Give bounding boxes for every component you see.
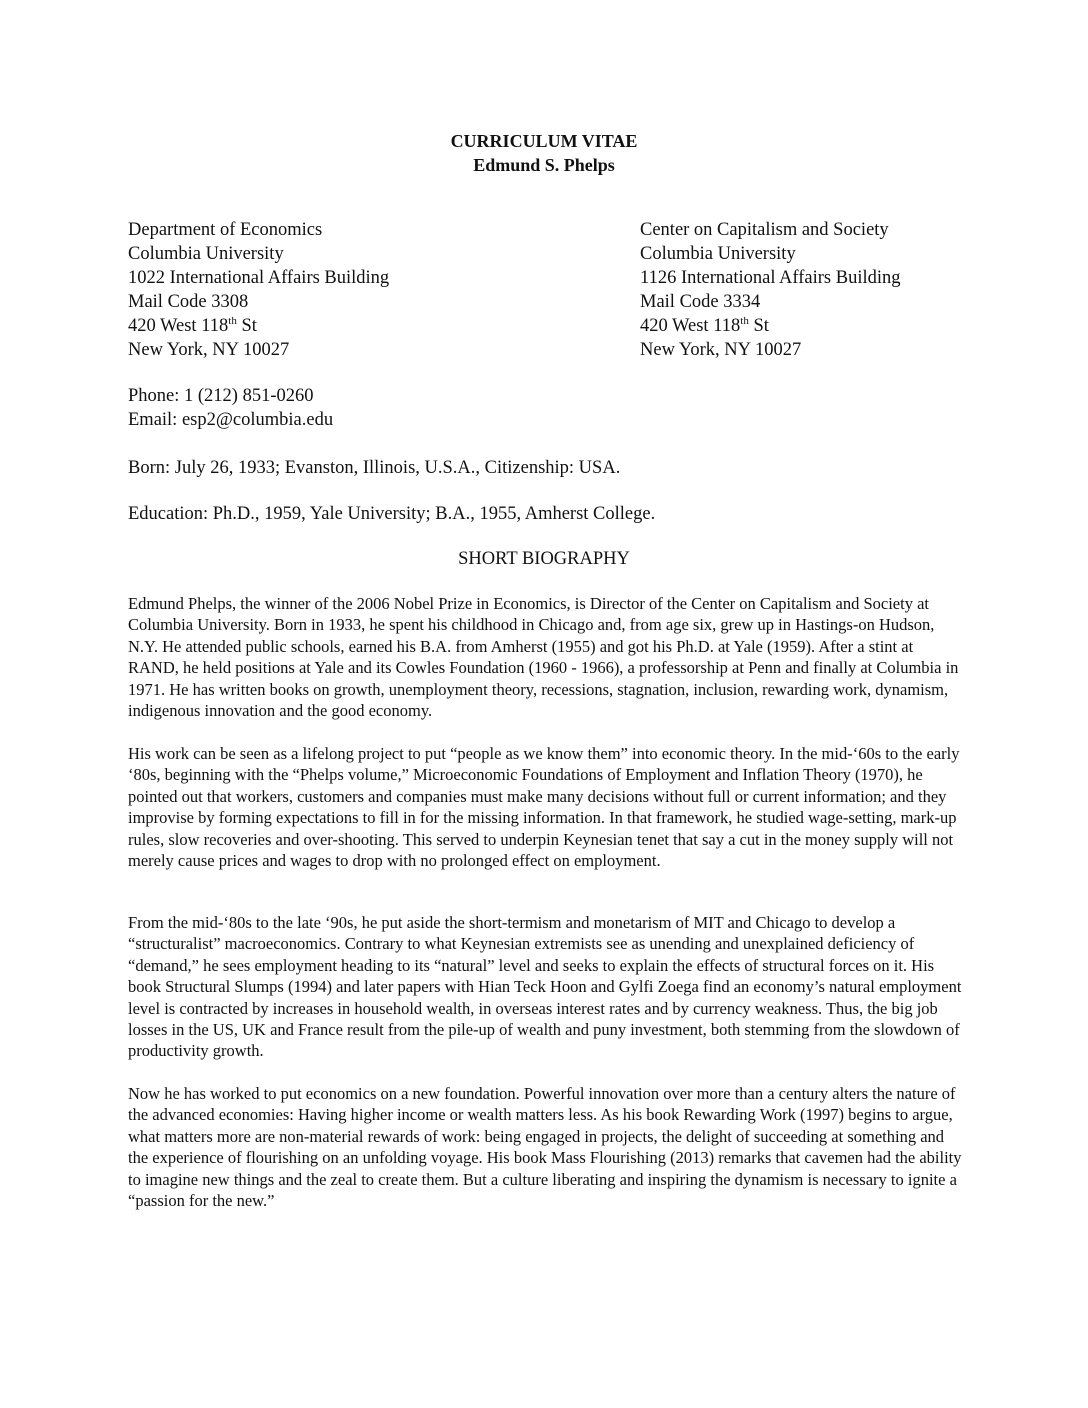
address-street	[640, 314, 901, 338]
street-number: 420 West 118	[128, 316, 229, 336]
biography-paragraph: Now he has worked to put economics on a new foundation. Powerful innovation over more than a century alters the nature of the advanced economies: Having higher income or wealth matters less. As his book Rewarding Work (1997) begins to argue, what matters more are non-material rewards of work: being engaged in projects, the delight of succeeding at something and the experience of flourishing on an unfolding voyage. His book Mass Flourishing (2013) remarks that cavemen had the ability to imagine new things and the zeal to create them. But a culture liberating and inspiring the dynamism is necessary to ignite a “passion for the new.”	[128, 1084, 962, 1211]
biography-heading: SHORT BIOGRAPHY	[458, 549, 630, 569]
address-mail-code: Mail Code 3308	[128, 292, 249, 312]
address-street	[128, 314, 389, 338]
address-mail-code: Mail Code 3334	[640, 292, 761, 312]
street-number: 420 West 118	[640, 316, 741, 336]
address-city: New York, NY 10027	[128, 340, 290, 360]
document-title: CURRICULUM VITAE	[450, 131, 638, 151]
address-building: 1022 International Affairs Building	[128, 268, 390, 288]
street-suffix: St	[748, 316, 769, 336]
address-block-economics	[128, 218, 389, 362]
address-department: Department of Economics	[128, 220, 323, 240]
biography-paragraph: Edmund Phelps, the winner of the 2006 Nobel Prize in Economics, is Director of the Center on Capitalism and Society at Columbia University. Born in 1933, he spent his childhood in Chicago and, from age six, grew up in Hastings-on Hudson, N.Y. He attended public schools, earned his B.A. from Amherst (1955) and got his Ph.D. at Yale (1959). After a stint at RAND, he held positions at Yale and its Cowles Foundation (1960 - 1966), a professorship at Penn and finally at Columbia in 1971. He has written books on growth, unemployment theory, recessions, stagnation, inclusion, rewarding work, dynamism, indigenous innovation and the good economy.	[128, 594, 959, 721]
born-line: Born: July 26, 1933; Evanston, Illinois, U.S.A., Citizenship: USA.	[128, 458, 621, 478]
phone-line: Phone: 1 (212) 851-0260	[128, 386, 314, 406]
biography-paragraph: His work can be seen as a lifelong project to put “people as we know them” into economic theory. In the mid-‘60s to the early ‘80s, beginning with the “Phelps volume,” Microeconomic Foundations of Employment and Inflation Theory (1970), he pointed out that workers, customers and companies must make many decisions without full or current information; and they improvise by forming expectations to fill in for the missing information. In that framework, he studied wage-setting, mark-up rules, slow recoveries and over-shooting. This served to underpin Keynesian tenet that say a cut in the money supply will not merely cause prices and wages to drop with no prolonged effect on employment.	[128, 744, 960, 871]
address-university: Columbia University	[640, 244, 796, 264]
address-university: Columbia University	[128, 244, 284, 264]
email-line: Email: esp2@columbia.edu	[128, 410, 334, 430]
address-department: Center on Capitalism and Society	[640, 220, 889, 240]
address-city: New York, NY 10027	[640, 340, 802, 360]
street-ordinal: th	[740, 314, 749, 327]
contact-block	[128, 384, 333, 432]
street-ordinal: th	[228, 314, 237, 327]
education-line: Education: Ph.D., 1959, Yale University; B.A., 1955, Amherst College.	[128, 504, 656, 524]
address-block-center	[640, 218, 901, 362]
address-building: 1126 International Affairs Building	[640, 268, 901, 288]
person-name: Edmund S. Phelps	[473, 155, 615, 175]
biography-paragraph: From the mid-‘80s to the late ‘90s, he put aside the short-termism and monetarism of MIT and Chicago to develop a “structuralist” macroeconomics. Contrary to what Keynesian extremists see as unending and unexplained deficiency of “demand,” he sees employment heading to its “natural” level and seeks to explain the effects of structural forces on it. His book Structural Slumps (1994) and later papers with Hian Teck Hoon and Gylfi Zoega find an economy’s natural employment level is contracted by increases in household wealth, in overseas interest rates and by currency weakness. Thus, the big job losses in the US, UK and France result from the pile-up of wealth and puny investment, both stemming from the slowdown of productivity growth.	[128, 913, 962, 1061]
street-suffix: St	[236, 316, 257, 336]
